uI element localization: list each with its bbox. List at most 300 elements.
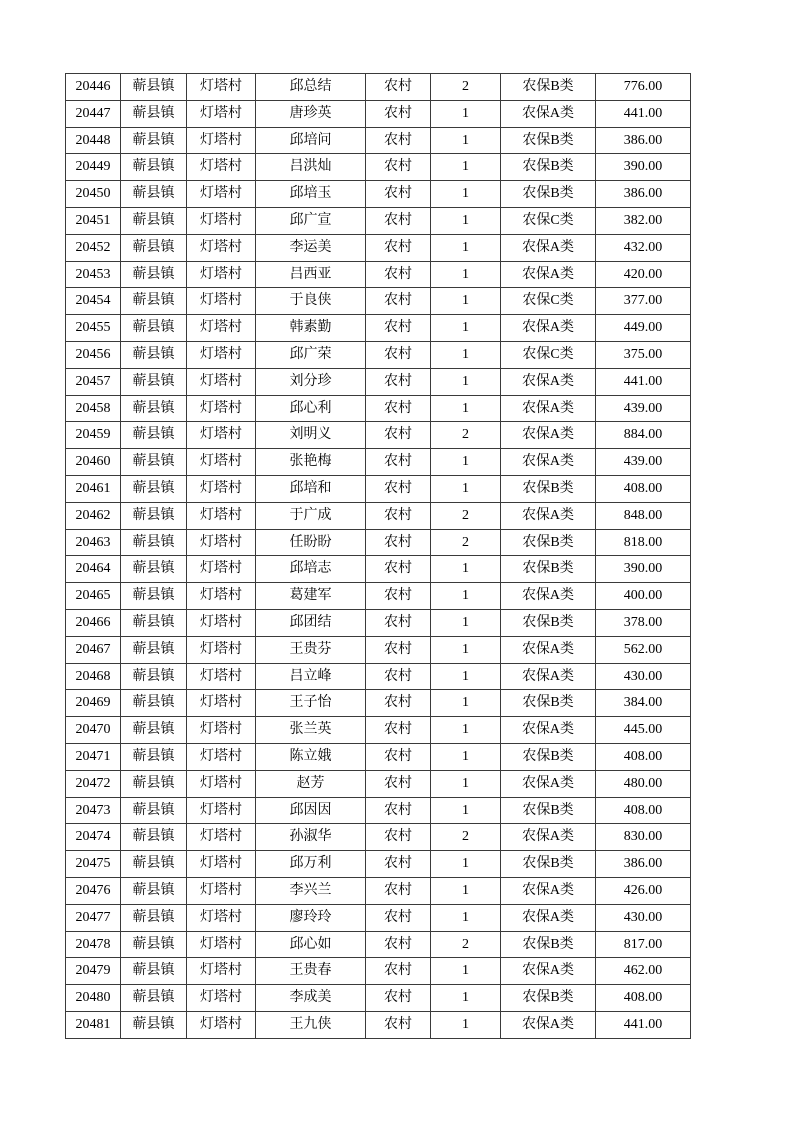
cell-village: 灯塔村 (187, 154, 256, 181)
cell-residence: 农村 (366, 207, 431, 234)
cell-town: 蕲县镇 (121, 74, 187, 101)
cell-category: 农保B类 (501, 851, 596, 878)
cell-village: 灯塔村 (187, 743, 256, 770)
cell-village: 灯塔村 (187, 985, 256, 1012)
cell-id: 20464 (66, 556, 121, 583)
cell-count: 1 (431, 1011, 501, 1038)
table-row (66, 609, 691, 636)
cell-amount: 848.00 (596, 502, 691, 529)
cell-count: 1 (431, 583, 501, 610)
cell-id: 20447 (66, 100, 121, 127)
cell-town: 蕲县镇 (121, 717, 187, 744)
cell-village: 灯塔村 (187, 931, 256, 958)
cell-village: 灯塔村 (187, 1011, 256, 1038)
table-row (66, 288, 691, 315)
cell-id: 20461 (66, 475, 121, 502)
table-row (66, 449, 691, 476)
cell-count: 1 (431, 985, 501, 1012)
table-row (66, 770, 691, 797)
cell-town: 蕲县镇 (121, 824, 187, 851)
table-row (66, 958, 691, 985)
cell-village: 灯塔村 (187, 395, 256, 422)
cell-id: 20477 (66, 904, 121, 931)
cell-id: 20451 (66, 207, 121, 234)
cell-count: 1 (431, 395, 501, 422)
cell-village: 灯塔村 (187, 690, 256, 717)
cell-village: 灯塔村 (187, 529, 256, 556)
cell-count: 1 (431, 315, 501, 342)
cell-name: 邱团结 (256, 609, 366, 636)
cell-name: 陈立娥 (256, 743, 366, 770)
cell-town: 蕲县镇 (121, 529, 187, 556)
cell-village: 灯塔村 (187, 100, 256, 127)
cell-id: 20475 (66, 851, 121, 878)
cell-village: 灯塔村 (187, 958, 256, 985)
cell-category: 农保C类 (501, 207, 596, 234)
cell-town: 蕲县镇 (121, 556, 187, 583)
cell-category: 农保A类 (501, 395, 596, 422)
cell-name: 王贵春 (256, 958, 366, 985)
cell-count: 1 (431, 100, 501, 127)
cell-village: 灯塔村 (187, 851, 256, 878)
table-row (66, 154, 691, 181)
cell-category: 农保A类 (501, 422, 596, 449)
cell-town: 蕲县镇 (121, 234, 187, 261)
cell-amount: 408.00 (596, 985, 691, 1012)
cell-count: 1 (431, 851, 501, 878)
cell-count: 1 (431, 770, 501, 797)
cell-category: 农保A类 (501, 636, 596, 663)
cell-town: 蕲县镇 (121, 690, 187, 717)
cell-town: 蕲县镇 (121, 288, 187, 315)
cell-name: 刘明义 (256, 422, 366, 449)
cell-town: 蕲县镇 (121, 422, 187, 449)
table-row (66, 181, 691, 208)
cell-town: 蕲县镇 (121, 770, 187, 797)
cell-residence: 农村 (366, 74, 431, 101)
cell-town: 蕲县镇 (121, 583, 187, 610)
cell-amount: 432.00 (596, 234, 691, 261)
cell-name: 葛建军 (256, 583, 366, 610)
cell-count: 1 (431, 743, 501, 770)
cell-category: 农保B类 (501, 609, 596, 636)
cell-residence: 农村 (366, 797, 431, 824)
cell-town: 蕲县镇 (121, 663, 187, 690)
cell-town: 蕲县镇 (121, 368, 187, 395)
cell-village: 灯塔村 (187, 797, 256, 824)
cell-amount: 377.00 (596, 288, 691, 315)
cell-id: 20469 (66, 690, 121, 717)
cell-residence: 农村 (366, 341, 431, 368)
cell-name: 李运美 (256, 234, 366, 261)
cell-category: 农保C类 (501, 288, 596, 315)
cell-count: 1 (431, 609, 501, 636)
table-row (66, 234, 691, 261)
table-row (66, 797, 691, 824)
cell-amount: 818.00 (596, 529, 691, 556)
cell-residence: 农村 (366, 717, 431, 744)
cell-id: 20481 (66, 1011, 121, 1038)
cell-id: 20465 (66, 583, 121, 610)
cell-name: 邱培志 (256, 556, 366, 583)
cell-town: 蕲县镇 (121, 207, 187, 234)
cell-category: 农保B类 (501, 181, 596, 208)
cell-id: 20457 (66, 368, 121, 395)
cell-residence: 农村 (366, 877, 431, 904)
cell-category: 农保A类 (501, 958, 596, 985)
cell-category: 农保A类 (501, 824, 596, 851)
cell-id: 20455 (66, 315, 121, 342)
cell-village: 灯塔村 (187, 824, 256, 851)
cell-amount: 426.00 (596, 877, 691, 904)
cell-amount: 382.00 (596, 207, 691, 234)
table-row (66, 395, 691, 422)
cell-residence: 农村 (366, 288, 431, 315)
cell-name: 吕立峰 (256, 663, 366, 690)
cell-village: 灯塔村 (187, 502, 256, 529)
table-row (66, 717, 691, 744)
cell-amount: 439.00 (596, 395, 691, 422)
cell-village: 灯塔村 (187, 234, 256, 261)
cell-id: 20453 (66, 261, 121, 288)
cell-count: 2 (431, 422, 501, 449)
cell-town: 蕲县镇 (121, 851, 187, 878)
cell-name: 吕洪灿 (256, 154, 366, 181)
cell-amount: 445.00 (596, 717, 691, 744)
cell-amount: 378.00 (596, 609, 691, 636)
cell-town: 蕲县镇 (121, 315, 187, 342)
cell-id: 20462 (66, 502, 121, 529)
cell-residence: 农村 (366, 824, 431, 851)
cell-category: 农保B类 (501, 690, 596, 717)
cell-town: 蕲县镇 (121, 743, 187, 770)
cell-id: 20476 (66, 877, 121, 904)
cell-category: 农保A类 (501, 368, 596, 395)
cell-id: 20456 (66, 341, 121, 368)
cell-count: 1 (431, 449, 501, 476)
cell-town: 蕲县镇 (121, 127, 187, 154)
cell-id: 20458 (66, 395, 121, 422)
table-row (66, 127, 691, 154)
cell-count: 2 (431, 502, 501, 529)
table-row (66, 985, 691, 1012)
cell-village: 灯塔村 (187, 717, 256, 744)
cell-town: 蕲县镇 (121, 958, 187, 985)
cell-residence: 农村 (366, 556, 431, 583)
cell-name: 廖玲玲 (256, 904, 366, 931)
cell-count: 1 (431, 663, 501, 690)
cell-residence: 农村 (366, 502, 431, 529)
table-row (66, 743, 691, 770)
cell-category: 农保A类 (501, 449, 596, 476)
cell-count: 1 (431, 475, 501, 502)
cell-village: 灯塔村 (187, 770, 256, 797)
cell-id: 20446 (66, 74, 121, 101)
cell-category: 农保A类 (501, 717, 596, 744)
cell-village: 灯塔村 (187, 583, 256, 610)
table-row (66, 1011, 691, 1038)
cell-town: 蕲县镇 (121, 1011, 187, 1038)
cell-village: 灯塔村 (187, 663, 256, 690)
cell-village: 灯塔村 (187, 207, 256, 234)
cell-category: 农保B类 (501, 127, 596, 154)
cell-amount: 430.00 (596, 904, 691, 931)
cell-residence: 农村 (366, 583, 431, 610)
cell-amount: 408.00 (596, 743, 691, 770)
cell-village: 灯塔村 (187, 261, 256, 288)
cell-name: 张兰英 (256, 717, 366, 744)
table-row (66, 851, 691, 878)
cell-count: 1 (431, 127, 501, 154)
cell-count: 1 (431, 904, 501, 931)
cell-name: 王九侠 (256, 1011, 366, 1038)
table-row (66, 207, 691, 234)
cell-count: 1 (431, 636, 501, 663)
cell-amount: 386.00 (596, 127, 691, 154)
cell-category: 农保A类 (501, 663, 596, 690)
cell-town: 蕲县镇 (121, 877, 187, 904)
cell-amount: 408.00 (596, 475, 691, 502)
cell-name: 孙淑华 (256, 824, 366, 851)
cell-village: 灯塔村 (187, 127, 256, 154)
cell-category: 农保A类 (501, 234, 596, 261)
cell-category: 农保A类 (501, 261, 596, 288)
cell-category: 农保A类 (501, 1011, 596, 1038)
cell-amount: 441.00 (596, 368, 691, 395)
cell-id: 20450 (66, 181, 121, 208)
cell-town: 蕲县镇 (121, 395, 187, 422)
cell-name: 王贵芬 (256, 636, 366, 663)
cell-residence: 农村 (366, 154, 431, 181)
cell-name: 邱万利 (256, 851, 366, 878)
table-row (66, 663, 691, 690)
cell-category: 农保B类 (501, 529, 596, 556)
cell-id: 20473 (66, 797, 121, 824)
cell-amount: 462.00 (596, 958, 691, 985)
cell-category: 农保B类 (501, 74, 596, 101)
cell-id: 20460 (66, 449, 121, 476)
cell-count: 1 (431, 877, 501, 904)
cell-town: 蕲县镇 (121, 797, 187, 824)
cell-count: 1 (431, 368, 501, 395)
table-row (66, 690, 691, 717)
cell-name: 邱广宣 (256, 207, 366, 234)
cell-residence: 农村 (366, 636, 431, 663)
cell-village: 灯塔村 (187, 877, 256, 904)
table-row (66, 74, 691, 101)
cell-amount: 375.00 (596, 341, 691, 368)
cell-name: 于广成 (256, 502, 366, 529)
cell-amount: 562.00 (596, 636, 691, 663)
cell-residence: 农村 (366, 315, 431, 342)
cell-id: 20463 (66, 529, 121, 556)
cell-amount: 441.00 (596, 100, 691, 127)
cell-village: 灯塔村 (187, 609, 256, 636)
cell-count: 1 (431, 207, 501, 234)
cell-town: 蕲县镇 (121, 985, 187, 1012)
cell-id: 20472 (66, 770, 121, 797)
table-row (66, 583, 691, 610)
cell-category: 农保C类 (501, 341, 596, 368)
cell-category: 农保B类 (501, 931, 596, 958)
table-row (66, 261, 691, 288)
cell-amount: 430.00 (596, 663, 691, 690)
cell-residence: 农村 (366, 422, 431, 449)
cell-category: 农保B类 (501, 475, 596, 502)
table-row (66, 931, 691, 958)
cell-name: 唐珍英 (256, 100, 366, 127)
cell-residence: 农村 (366, 529, 431, 556)
cell-residence: 农村 (366, 770, 431, 797)
cell-residence: 农村 (366, 261, 431, 288)
cell-amount: 408.00 (596, 797, 691, 824)
table-row (66, 904, 691, 931)
cell-id: 20468 (66, 663, 121, 690)
cell-village: 灯塔村 (187, 449, 256, 476)
cell-name: 邱培玉 (256, 181, 366, 208)
cell-amount: 776.00 (596, 74, 691, 101)
cell-name: 赵芳 (256, 770, 366, 797)
cell-village: 灯塔村 (187, 475, 256, 502)
cell-id: 20449 (66, 154, 121, 181)
cell-town: 蕲县镇 (121, 154, 187, 181)
cell-name: 李兴兰 (256, 877, 366, 904)
cell-count: 1 (431, 154, 501, 181)
cell-town: 蕲县镇 (121, 261, 187, 288)
cell-residence: 农村 (366, 100, 431, 127)
table-row (66, 502, 691, 529)
table-row (66, 877, 691, 904)
cell-category: 农保B类 (501, 985, 596, 1012)
cell-village: 灯塔村 (187, 422, 256, 449)
cell-residence: 农村 (366, 475, 431, 502)
cell-name: 张艳梅 (256, 449, 366, 476)
cell-residence: 农村 (366, 851, 431, 878)
cell-residence: 农村 (366, 609, 431, 636)
cell-count: 1 (431, 556, 501, 583)
table-row (66, 556, 691, 583)
cell-amount: 386.00 (596, 181, 691, 208)
cell-amount: 884.00 (596, 422, 691, 449)
cell-id: 20454 (66, 288, 121, 315)
cell-category: 农保B类 (501, 797, 596, 824)
cell-town: 蕲县镇 (121, 341, 187, 368)
cell-id: 20467 (66, 636, 121, 663)
cell-town: 蕲县镇 (121, 609, 187, 636)
cell-amount: 390.00 (596, 556, 691, 583)
cell-category: 农保A类 (501, 877, 596, 904)
cell-category: 农保A类 (501, 100, 596, 127)
cell-village: 灯塔村 (187, 368, 256, 395)
cell-town: 蕲县镇 (121, 904, 187, 931)
cell-id: 20466 (66, 609, 121, 636)
cell-amount: 420.00 (596, 261, 691, 288)
cell-village: 灯塔村 (187, 288, 256, 315)
cell-name: 邱心如 (256, 931, 366, 958)
cell-residence: 农村 (366, 395, 431, 422)
cell-count: 1 (431, 288, 501, 315)
cell-residence: 农村 (366, 663, 431, 690)
cell-residence: 农村 (366, 1011, 431, 1038)
table-row (66, 422, 691, 449)
cell-name: 吕西亚 (256, 261, 366, 288)
cell-town: 蕲县镇 (121, 475, 187, 502)
cell-amount: 384.00 (596, 690, 691, 717)
cell-amount: 400.00 (596, 583, 691, 610)
cell-name: 邱心利 (256, 395, 366, 422)
cell-count: 1 (431, 181, 501, 208)
cell-residence: 农村 (366, 449, 431, 476)
cell-town: 蕲县镇 (121, 181, 187, 208)
cell-count: 1 (431, 234, 501, 261)
cell-village: 灯塔村 (187, 636, 256, 663)
cell-id: 20480 (66, 985, 121, 1012)
cell-amount: 390.00 (596, 154, 691, 181)
cell-residence: 农村 (366, 904, 431, 931)
cell-name: 于良侠 (256, 288, 366, 315)
cell-residence: 农村 (366, 931, 431, 958)
cell-residence: 农村 (366, 234, 431, 261)
cell-name: 邱培问 (256, 127, 366, 154)
cell-town: 蕲县镇 (121, 100, 187, 127)
cell-id: 20452 (66, 234, 121, 261)
cell-count: 1 (431, 717, 501, 744)
cell-amount: 441.00 (596, 1011, 691, 1038)
table-row (66, 529, 691, 556)
cell-id: 20470 (66, 717, 121, 744)
cell-amount: 817.00 (596, 931, 691, 958)
cell-village: 灯塔村 (187, 904, 256, 931)
cell-name: 邱广荣 (256, 341, 366, 368)
cell-category: 农保A类 (501, 315, 596, 342)
cell-name: 刘分珍 (256, 368, 366, 395)
table-row (66, 341, 691, 368)
table-row (66, 368, 691, 395)
cell-count: 1 (431, 797, 501, 824)
cell-residence: 农村 (366, 743, 431, 770)
table-row (66, 475, 691, 502)
cell-name: 邱培和 (256, 475, 366, 502)
table-row (66, 100, 691, 127)
cell-id: 20459 (66, 422, 121, 449)
cell-name: 王子怡 (256, 690, 366, 717)
cell-residence: 农村 (366, 368, 431, 395)
cell-category: 农保B类 (501, 154, 596, 181)
cell-count: 2 (431, 529, 501, 556)
table-row (66, 636, 691, 663)
cell-name: 任盼盼 (256, 529, 366, 556)
cell-count: 2 (431, 931, 501, 958)
cell-residence: 农村 (366, 985, 431, 1012)
table-body (66, 74, 691, 1039)
cell-village: 灯塔村 (187, 556, 256, 583)
cell-id: 20474 (66, 824, 121, 851)
cell-village: 灯塔村 (187, 341, 256, 368)
cell-count: 2 (431, 74, 501, 101)
cell-amount: 480.00 (596, 770, 691, 797)
cell-residence: 农村 (366, 181, 431, 208)
cell-village: 灯塔村 (187, 74, 256, 101)
cell-amount: 439.00 (596, 449, 691, 476)
cell-residence: 农村 (366, 958, 431, 985)
cell-count: 1 (431, 341, 501, 368)
cell-count: 1 (431, 690, 501, 717)
cell-village: 灯塔村 (187, 181, 256, 208)
cell-name: 韩素勤 (256, 315, 366, 342)
cell-town: 蕲县镇 (121, 449, 187, 476)
cell-id: 20471 (66, 743, 121, 770)
cell-residence: 农村 (366, 127, 431, 154)
